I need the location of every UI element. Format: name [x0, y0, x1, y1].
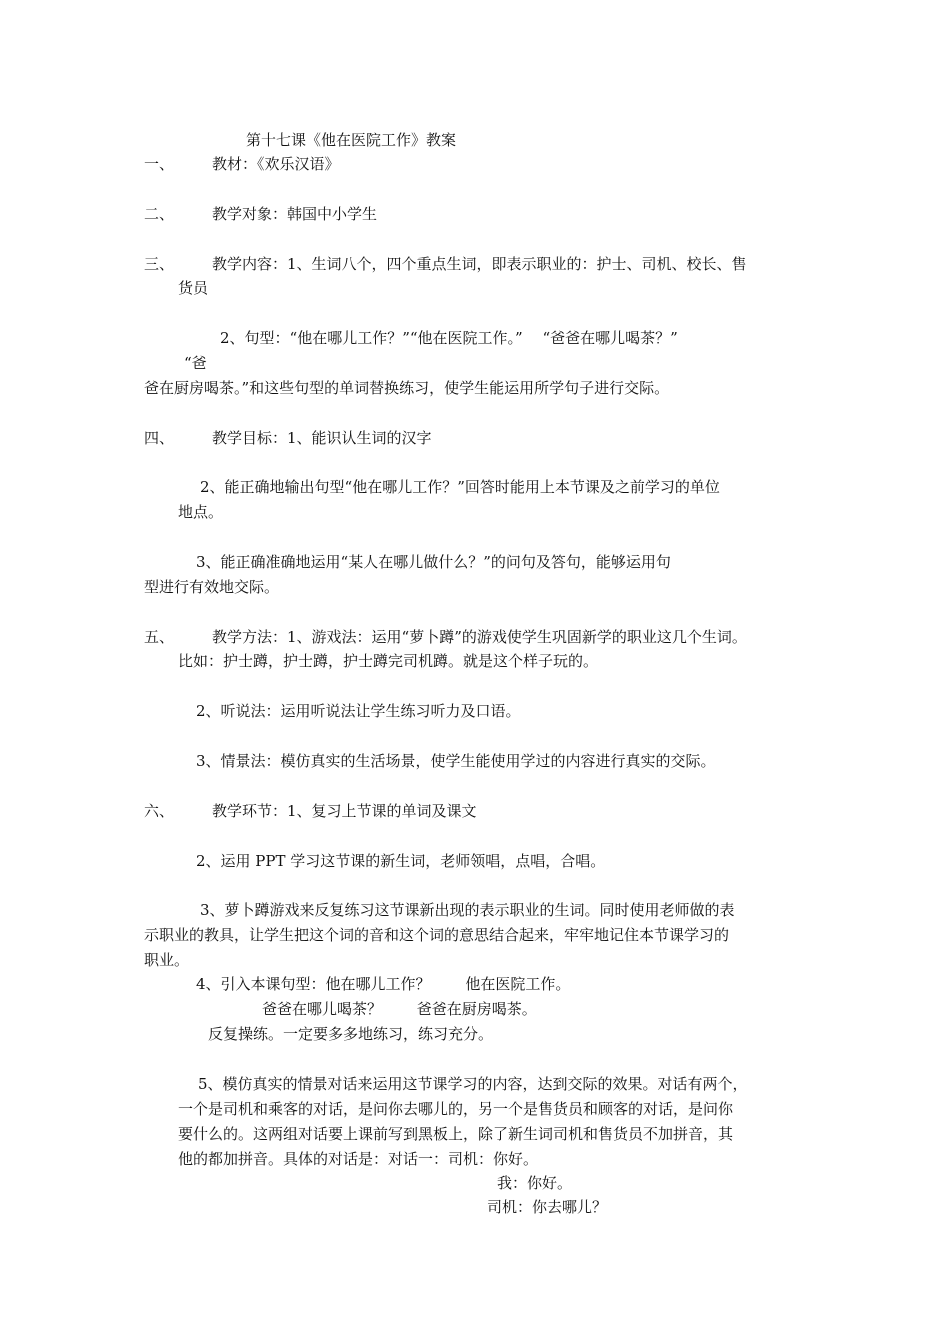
section-5-line-2: 比如：护士蹲，护士蹲，护士蹲完司机蹲。就是这个样子玩的。 [178, 652, 599, 670]
section-4-para3-line-2: 型进行有效地交际。 [144, 578, 280, 596]
document-title: 第十七课《他在医院工作》教案 [246, 131, 457, 149]
section-1-text: 教材：《欢乐汉语》 [212, 155, 340, 173]
section-4-number: 四、 [144, 429, 175, 447]
section-6-para5-line-2: 一个是司机和乘客的对话，是问你去哪儿的，另一个是售货员和顾客的对话，是问你 [178, 1100, 734, 1118]
section-6-para3-line-3: 职业。 [144, 951, 190, 969]
section-6-para5-line-4: 他的都加拼音。具体的对话是：对话一：司机：你好。 [178, 1150, 539, 1168]
section-3-number: 三、 [144, 255, 175, 273]
section-6-para4-line-1: 4、引入本课句型：他在哪儿工作？ 他在医院工作。 [196, 975, 571, 993]
section-3-para2-line-1: 2、句型：“他在哪儿工作？”“他在医院工作。” “爸爸在哪儿喝茶？” [220, 329, 678, 347]
section-6-para2: 2、运用 PPT 学习这节课的新生词，老师领唱，点唱，合唱。 [196, 852, 606, 870]
section-3-line-1: 教学内容：1、生词八个，四个重点生词，即表示职业的：护士、司机、校长、售 [212, 255, 747, 273]
section-3-para2-line-3: 爸在厨房喝茶。”和这些句型的单词替换练习，使学生能运用所学句子进行交际。 [144, 379, 670, 397]
section-3-para2-line-2: “爸 [184, 354, 207, 372]
section-2-text: 教学对象：韩国中小学生 [212, 205, 378, 223]
section-6-para3-line-2: 示职业的教具，让学生把这个词的音和这个词的意思结合起来，牢牢地记住本节课学习的 [144, 926, 730, 944]
section-4-para2-line-1: 2、能正确地输出句型“他在哪儿工作？”回答时能用上本节课及之前学习的单位 [200, 478, 720, 496]
section-6-number: 六、 [144, 802, 175, 820]
section-1-number: 一、 [144, 155, 175, 173]
section-4-para2-line-2: 地点。 [178, 503, 224, 521]
section-4-line-1: 教学目标：1、能识认生词的汉字 [212, 429, 432, 447]
section-5-para3: 3、情景法：模仿真实的生活场景，使学生能使用学过的内容进行真实的交际。 [196, 752, 716, 770]
section-6-line-1: 教学环节：1、复习上节课的单词及课文 [212, 802, 477, 820]
section-4-para3-line-1: 3、能正确准确地运用“某人在哪儿做什么？”的问句及答句，能够运用句 [196, 553, 671, 571]
section-3-line-2: 货员 [178, 279, 209, 297]
dialogue-line-driver: 司机：你去哪儿？ [487, 1198, 608, 1216]
section-6-para5-line-3: 要什么的。这两组对话要上课前写到黑板上，除了新生词司机和售货员不加拼音，其 [178, 1125, 734, 1143]
section-6-para4-line-2: 爸爸在哪儿喝茶？ 爸爸在厨房喝茶。 [262, 1000, 537, 1018]
dialogue-line-me: 我：你好。 [497, 1174, 573, 1192]
section-2-number: 二、 [144, 205, 175, 223]
section-6-para3-line-1: 3、萝卜蹲游戏来反复练习这节课新出现的表示职业的生词。同时使用老师做的表 [200, 901, 735, 919]
section-6-para5-line-1: 5、模仿真实的情景对话来运用这节课学习的内容，达到交际的效果。对话有两个， [198, 1075, 748, 1093]
section-5-para2: 2、听说法：运用听说法让学生练习听力及口语。 [196, 702, 521, 720]
section-5-line-1: 教学方法：1、游戏法：运用“萝卜蹲”的游戏使学生巩固新学的职业这几个生词。 [212, 628, 747, 646]
section-6-para4-line-3: 反复操练。一定要多多地练习，练习充分。 [208, 1025, 494, 1043]
section-5-number: 五、 [144, 628, 175, 646]
